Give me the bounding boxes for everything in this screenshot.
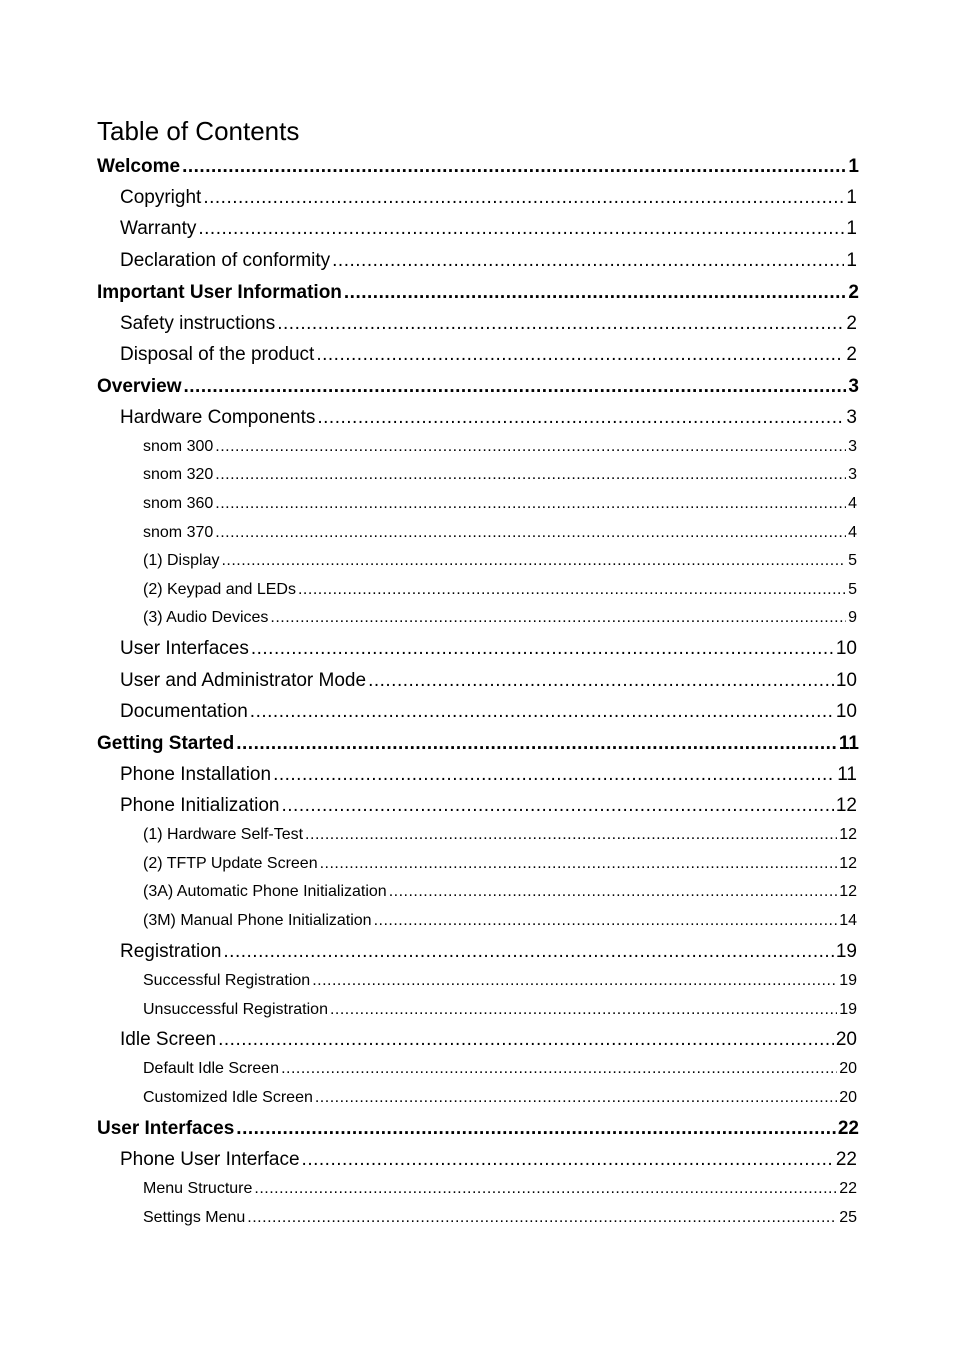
- toc-leader-dots: [374, 912, 838, 930]
- toc-entry[interactable]: [120, 313, 857, 335]
- toc-leader-dots: [247, 1209, 837, 1227]
- toc-entry-title: Disposal of the product: [120, 344, 315, 365]
- toc-leader-dots: [298, 581, 846, 599]
- toc-entry[interactable]: [97, 282, 859, 304]
- toc-entry-title: Phone User Interface: [120, 1149, 300, 1170]
- toc-page-number: 1: [846, 218, 857, 239]
- toc-page-number: 11: [838, 733, 859, 754]
- toc-entry[interactable]: [143, 972, 857, 990]
- toc-entry-title: Idle Screen: [120, 1029, 217, 1050]
- toc-page-number: 19: [835, 941, 857, 962]
- toc-entry-title: Safety instructions: [120, 313, 276, 334]
- toc-entry-title: Documentation: [120, 701, 248, 722]
- toc-page-number: 3: [848, 466, 857, 483]
- toc-leader-dots: [277, 313, 844, 335]
- toc-leader-dots: [250, 701, 834, 723]
- toc-entry[interactable]: [120, 1149, 857, 1171]
- toc-page-number: 20: [839, 1089, 857, 1106]
- toc-entry-title: Settings Menu: [143, 1209, 246, 1226]
- toc-entry-title: Default Idle Screen: [143, 1060, 280, 1077]
- toc-entry[interactable]: [143, 1060, 857, 1078]
- toc-page-number: 22: [839, 1180, 857, 1197]
- toc-entry[interactable]: [120, 701, 857, 723]
- toc-page-number: 4: [848, 524, 857, 541]
- toc-page-number: 4: [848, 495, 857, 512]
- toc-leader-dots: [182, 156, 846, 178]
- toc-leader-dots: [218, 1029, 834, 1051]
- toc-entry-title: snom 360: [143, 495, 214, 512]
- toc-entry[interactable]: [120, 764, 857, 786]
- toc-entry-title: snom 300: [143, 438, 214, 455]
- toc-entry[interactable]: [120, 795, 857, 817]
- toc-entry[interactable]: [143, 912, 857, 930]
- toc-entry[interactable]: [143, 1089, 857, 1107]
- toc-page-number: 12: [839, 883, 857, 900]
- toc-leader-dots: [236, 733, 837, 755]
- toc-entry[interactable]: [120, 638, 857, 660]
- toc-entry-title: snom 370: [143, 524, 214, 541]
- toc-entry-title: (2) TFTP Update Screen: [143, 855, 318, 872]
- toc-page-number: 22: [837, 1118, 859, 1139]
- toc-page-number: 5: [848, 552, 857, 569]
- toc-page-number: 9: [848, 609, 857, 626]
- toc-entry-title: User and Administrator Mode: [120, 670, 367, 691]
- toc-leader-dots: [270, 609, 846, 627]
- toc-entry[interactable]: [143, 466, 857, 484]
- toc-page-number: 10: [835, 701, 857, 722]
- toc-leader-dots: [316, 344, 844, 366]
- toc-page-number: 19: [839, 1001, 857, 1018]
- toc-page-number: 10: [835, 670, 857, 691]
- toc-leader-dots: [215, 438, 846, 456]
- toc-entry[interactable]: [120, 1029, 857, 1051]
- toc-entry[interactable]: [120, 344, 857, 366]
- toc-page-number: 20: [835, 1029, 857, 1050]
- toc-page-number: 1: [846, 187, 857, 208]
- toc-leader-dots: [282, 795, 834, 817]
- toc-leader-dots: [368, 670, 834, 692]
- toc-entry-title: Phone Installation: [120, 764, 272, 785]
- toc-page-number: 14: [839, 912, 857, 929]
- toc-page-number: 11: [837, 764, 857, 785]
- toc-entry[interactable]: [143, 438, 857, 456]
- toc-entry[interactable]: [120, 941, 857, 963]
- toc-entry[interactable]: [143, 552, 857, 570]
- toc-leader-dots: [302, 1149, 834, 1171]
- toc-entry[interactable]: [120, 250, 857, 272]
- toc-entry-title: Successful Registration: [143, 972, 311, 989]
- toc-page-number: 5: [848, 581, 857, 598]
- toc-leader-dots: [281, 1060, 837, 1078]
- toc-page-number: 12: [839, 826, 857, 843]
- toc-leader-dots: [236, 1118, 836, 1140]
- toc-entry-title: Overview: [97, 376, 182, 397]
- toc-entry-title: User Interfaces: [97, 1118, 235, 1139]
- toc-leader-dots: [317, 407, 844, 429]
- toc-entry[interactable]: [97, 376, 859, 398]
- toc-page-number: 25: [839, 1209, 857, 1226]
- toc-leader-dots: [332, 250, 844, 272]
- toc-leader-dots: [344, 282, 847, 304]
- toc-entry[interactable]: [143, 524, 857, 542]
- toc-entry[interactable]: [143, 581, 857, 599]
- toc-entry-title: Customized Idle Screen: [143, 1089, 313, 1106]
- toc-entry-title: (1) Hardware Self-Test: [143, 826, 304, 843]
- toc-entry-title: Declaration of conformity: [120, 250, 331, 271]
- toc-leader-dots: [251, 638, 834, 660]
- toc-entry[interactable]: [143, 1209, 857, 1227]
- toc-leader-dots: [273, 764, 835, 786]
- toc-entry-title: User Interfaces: [120, 638, 249, 659]
- toc-entry[interactable]: [143, 609, 857, 627]
- toc-entry-title: (3A) Automatic Phone Initialization: [143, 883, 387, 900]
- toc-entry[interactable]: [120, 670, 857, 692]
- toc-leader-dots: [223, 941, 833, 963]
- toc-leader-dots: [215, 466, 846, 484]
- toc-leader-dots: [198, 218, 844, 240]
- toc-leader-dots: [320, 855, 838, 873]
- toc-entry-title: Registration: [120, 941, 222, 962]
- toc-page-number: 10: [835, 638, 857, 659]
- toc-entry-title: snom 320: [143, 466, 214, 483]
- toc-page-number: 12: [839, 855, 857, 872]
- toc-page-number: 2: [846, 313, 857, 334]
- toc-entry-title: (3) Audio Devices: [143, 609, 269, 626]
- toc-page-number: 2: [848, 282, 859, 303]
- toc-entry[interactable]: [143, 855, 857, 873]
- toc-page-number: 3: [846, 407, 857, 428]
- toc-page-number: 20: [839, 1060, 857, 1077]
- toc-entry-title: (3M) Manual Phone Initialization: [143, 912, 372, 929]
- toc-entry-title: Hardware Components: [120, 407, 316, 428]
- toc-entry[interactable]: [120, 218, 857, 240]
- toc-entry[interactable]: [97, 1118, 859, 1140]
- toc-entry-title: Unsuccessful Registration: [143, 1001, 328, 1018]
- toc-entry-title: Important User Information: [97, 282, 342, 303]
- toc-page-number: 19: [839, 972, 857, 989]
- toc-entry-title: Copyright: [120, 187, 202, 208]
- toc-page-number: 1: [846, 250, 857, 271]
- toc-page-number: 1: [848, 156, 859, 177]
- toc-leader-dots: [215, 495, 846, 513]
- toc-entry[interactable]: [143, 883, 857, 901]
- toc-leader-dots: [305, 826, 837, 844]
- toc-leader-dots: [330, 1001, 837, 1019]
- toc-leader-dots: [184, 376, 847, 398]
- toc-entry-title: Menu Structure: [143, 1180, 253, 1197]
- toc-leader-dots: [203, 187, 844, 209]
- toc-entry-title: Welcome: [97, 156, 181, 177]
- toc-leader-dots: [315, 1089, 837, 1107]
- toc-entry[interactable]: [97, 733, 859, 755]
- toc-page-number: 3: [848, 376, 859, 397]
- toc-entry[interactable]: [120, 407, 857, 429]
- toc-leader-dots: [221, 552, 846, 570]
- toc-page-number: 2: [846, 344, 857, 365]
- toc-entry[interactable]: [120, 187, 857, 209]
- toc-entry-title: Warranty: [120, 218, 197, 239]
- toc-leader-dots: [312, 972, 837, 990]
- toc-leader-dots: [254, 1180, 837, 1198]
- toc-entry-title: (1) Display: [143, 552, 220, 569]
- toc-page-number: 12: [835, 795, 857, 816]
- page-title: Table of Contents: [97, 116, 300, 146]
- toc-page-number: 22: [835, 1149, 857, 1170]
- toc-entry[interactable]: [143, 495, 857, 513]
- toc-page-number: 3: [848, 438, 857, 455]
- toc-entry-title: Getting Started: [97, 733, 235, 754]
- toc-entry[interactable]: [97, 156, 859, 178]
- toc-entry[interactable]: [143, 1001, 857, 1019]
- toc-entry[interactable]: [143, 826, 857, 844]
- toc-entry-title: Phone Initialization: [120, 795, 280, 816]
- toc-leader-dots: [389, 883, 838, 901]
- toc-entry[interactable]: [143, 1180, 857, 1198]
- toc-leader-dots: [215, 524, 846, 542]
- toc-entry-title: (2) Keypad and LEDs: [143, 581, 296, 598]
